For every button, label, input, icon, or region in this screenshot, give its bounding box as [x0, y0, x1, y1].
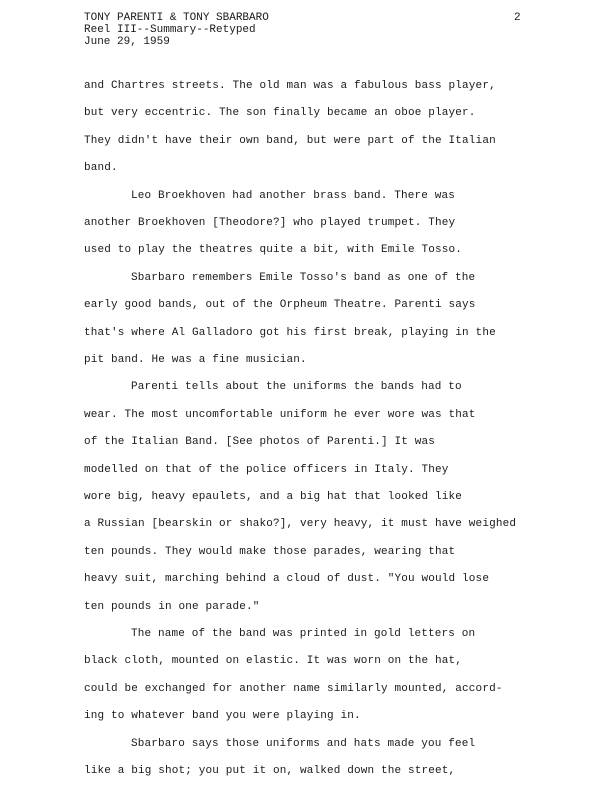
text-line: heavy suit, marching behind a cloud of dust. "You would lose	[84, 573, 490, 586]
text-line: They didn't have their own band, but were part of the Italian	[84, 134, 496, 147]
text-line: ten pounds in one parade."	[84, 600, 260, 613]
text-line: another Broekhoven [Theodore?] who played trumpet. They	[84, 217, 456, 229]
text-line: modelled on that of the police officers in Italy. They	[84, 463, 449, 476]
text-line: Parenti tells about the uniforms the bands had to	[131, 381, 462, 394]
page-number: 2	[514, 12, 521, 24]
text-line: band.	[84, 162, 118, 175]
page-header	[84, 12, 269, 48]
text-line: used to play the theatres quite a bit, with Emile Tosso.	[84, 244, 463, 257]
text-line: a Russian [bearskin or shako?], very heavy, it must have weighed	[84, 518, 517, 531]
text-line: ing to whatever band you were playing in.	[84, 710, 361, 723]
text-line: could be exchanged for another name similarly mounted, accord-	[84, 682, 503, 695]
text-line: wore big, heavy epaulets, and a big hat that looked like	[84, 491, 463, 503]
text-line: but very eccentric. The son finally became an oboe player.	[84, 107, 476, 120]
text-line: early good bands, out of the Orpheum Theatre. Parenti says	[84, 299, 476, 312]
text-line: Sbarbaro remembers Emile Tosso's band as one of the	[131, 271, 476, 284]
text-line: black cloth, mounted on elastic. It was worn on the hat,	[84, 655, 463, 668]
header-reel: Reel III--Summary--Retyped	[84, 24, 256, 36]
text-line: wear. The most uncomfortable uniform he ever wore was that	[84, 408, 476, 421]
text-line: The name of the band was printed in gold letters on	[131, 628, 476, 640]
text-line: and Chartres streets. The old man was a fabulous bass player,	[84, 80, 496, 92]
text-line: Sbarbaro says those uniforms and hats made you feel	[131, 737, 476, 750]
header-title: TONY PARENTI & TONY SBARBARO	[84, 12, 269, 24]
text-line: pit band. He was a fine musician.	[84, 354, 307, 366]
text-line: ten pounds. They would make those parades, wearing that	[84, 545, 456, 558]
text-line: that's where Al Galladoro got his first break, playing in the	[84, 326, 496, 339]
header-date: June 29, 1959	[84, 36, 170, 48]
text-line: Leo Broekhoven had another brass band. There was	[131, 189, 456, 202]
text-line: of the Italian Band. [See photos of Parenti.] It was	[84, 436, 436, 449]
text-line: like a big shot; you put it on, walked down the street,	[84, 765, 456, 777]
